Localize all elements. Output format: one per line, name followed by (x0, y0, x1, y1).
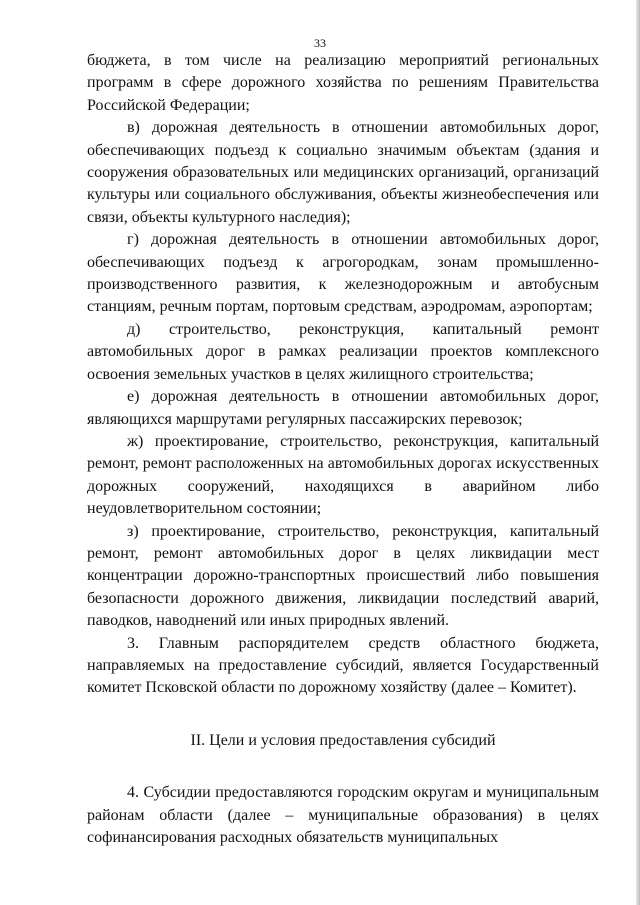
section-heading: II. Цели и условия предоставления субсидий (190, 731, 496, 749)
page-number: 33 (314, 36, 326, 50)
document-body (87, 50, 599, 849)
paragraph-item-v: в) дорожная деятельность в отношении автомобильных дорог, обеспечивающих подъезд к социально значимым объектам (здания и сооружения образовательных или медицинских организаций, организаций культуры или социального обслуживания, объекты жизнеобеспечения или связи, объекты культурного наследия); (87, 119, 599, 226)
paragraph-continuation: бюджета, в том числе на реализацию мероприятий региональных программ в сфере дорожного хозяйства по решениям Правительства Российской Федерации; (87, 52, 599, 114)
paragraph-item-z: з) проектирование, строительство, реконструкция, капитальный ремонт, ремонт автомобильных дорог в целях ликвидации мест концентрации дорожно-транспортных происшествий либо повышения безопасности дорожного движения, ликвидации последствий аварий, паводков, наводнений или иных природных явлений. (87, 522, 599, 630)
paragraph-item-zh: ж) проектирование, строительство, реконструкция, капитальный ремонт, ремонт расположенных на автомобильных дорогах искусственных дорожных сооружений, находящихся в аварийном либо неудовлетворительном состоянии; (87, 432, 599, 518)
paragraph-item-d: д) строительство, реконструкция, капитальный ремонт автомобильных дорог в рамках реализации проектов комплексного освоения земельных участков в целях жилищного строительства; (87, 320, 599, 383)
paragraph-point-4: 4. Субсидии предоставляются городским округам и муниципальным районам области (далее – муниципальные образования) в целях софинансирования расходных обязательств муниципальных (87, 784, 599, 846)
scan-edge (636, 0, 640, 905)
paragraph-point-3: 3. Главным распорядителем средств областного бюджета, направляемых на предоставление субсидий, является Государственный комитет Псковской области по дорожному хозяйству (далее – Комитет). (87, 634, 599, 697)
paragraph-item-e: е) дорожная деятельность в отношении автомобильных дорог, являющихся маршрутами регулярных пассажирских перевозок; (87, 388, 599, 428)
paragraph-item-g: г) дорожная деятельность в отношении автомобильных дорог, обеспечивающих подъезд к агрогородкам, зонам промышленно-производственного развития, к железнодорожным и автобусным станциям, речным портам, портовым средствам, аэродромам, аэропортам; (87, 231, 599, 316)
